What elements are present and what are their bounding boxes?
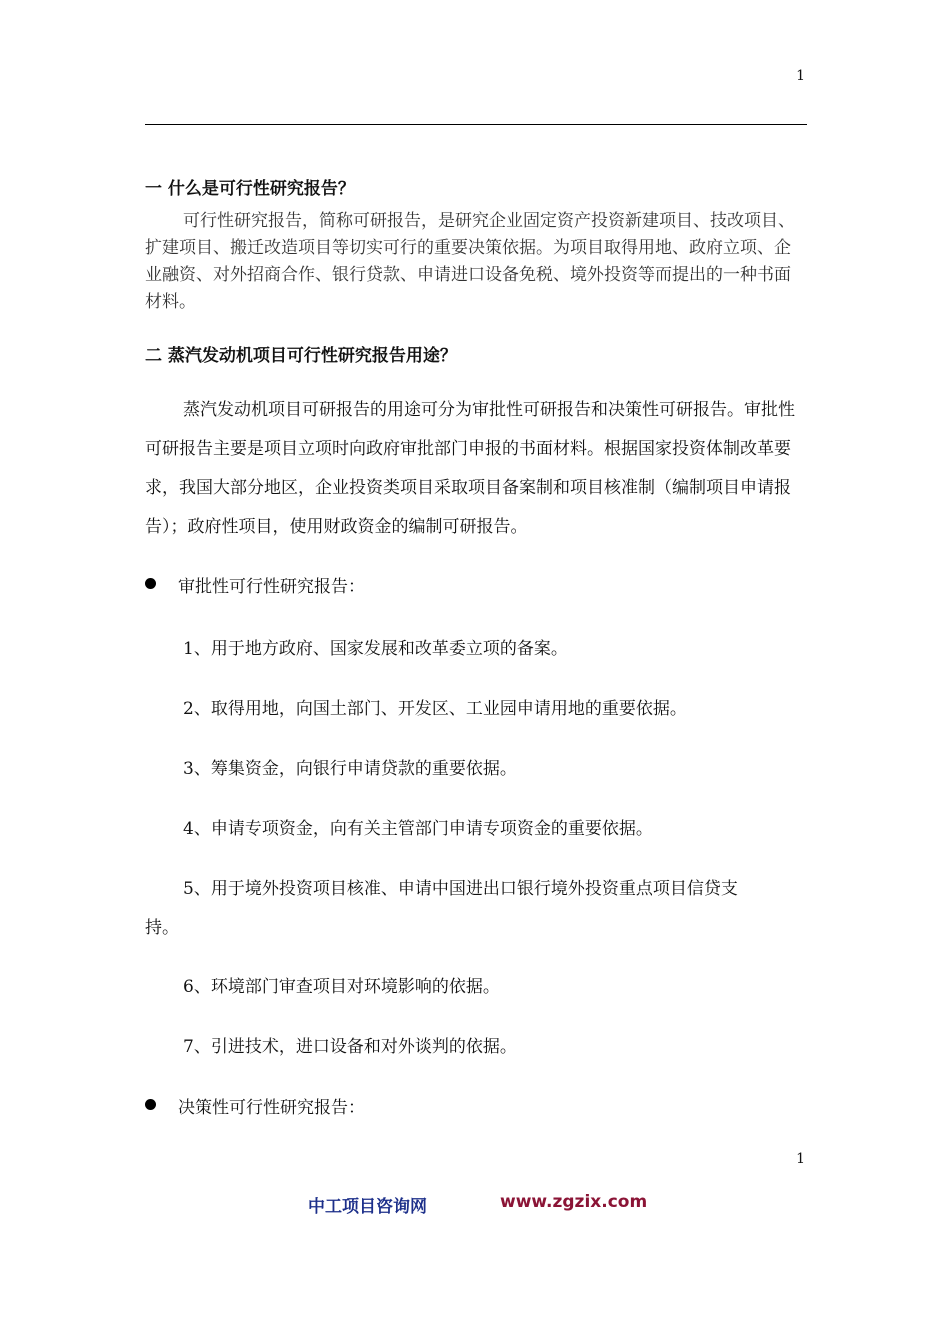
list-item: 6、环境部门审查项目对环境影响的依据。 [183, 977, 500, 997]
bullet-label-decision: 决策性可行性研究报告： [178, 1098, 365, 1118]
footer-site-url[interactable]: www.zgzix.com [500, 1192, 648, 1212]
bullet-icon [145, 1099, 156, 1110]
list-item: 3、筹集资金，向银行申请贷款的重要依据。 [183, 759, 517, 779]
list-item: 1、用于地方政府、国家发展和改革委立项的备案。 [183, 639, 568, 659]
header-rule [145, 124, 807, 125]
section-heading-2: 二 蒸汽发动机项目可行性研究报告用途？ [145, 346, 457, 366]
section-paragraph-2: 蒸汽发动机项目可研报告的用途可分为审批性可研报告和决策性可研报告。审批性可研报告主要是项目立项时向政府审批部门申报的书面材料。根据国家投资体制改革要求，我国大部分地区，企业投资类项目采取项目备案制和项目核准制（编制项目申请报告）；政府性项目，使用财政资金的编制可研报告。 [145, 400, 795, 537]
page-number-bottom: 1 [796, 1151, 805, 1167]
footer-site-name: 中工项目咨询网 [308, 1197, 427, 1217]
section-paragraph-1: 可行性研究报告，简称可研报告，是研究企业固定资产投资新建项目、技改项目、扩建项目、搬迁改造项目等切实可行的重要决策依据。为项目取得用地、政府立项、企业融资、对外招商合作、银行贷款、申请进口设备免税、境外投资等而提出的一种书面材料。 [145, 211, 795, 312]
list-item: 5、用于境外投资项目核准、申请中国进出口银行境外投资重点项目信贷支 [183, 879, 738, 899]
section-heading-1: 一 什么是可行性研究报告？ [145, 179, 355, 199]
bullet-icon [145, 578, 156, 589]
list-item: 2、取得用地，向国土部门、开发区、工业园申请用地的重要依据。 [183, 699, 687, 719]
page-number-top: 1 [796, 68, 805, 84]
list-item: 7、引进技术，进口设备和对外谈判的依据。 [183, 1037, 517, 1057]
list-item-continuation: 持。 [145, 918, 179, 938]
list-item: 4、申请专项资金，向有关主管部门申请专项资金的重要依据。 [183, 819, 653, 839]
bullet-label-approval: 审批性可行性研究报告： [178, 577, 365, 597]
